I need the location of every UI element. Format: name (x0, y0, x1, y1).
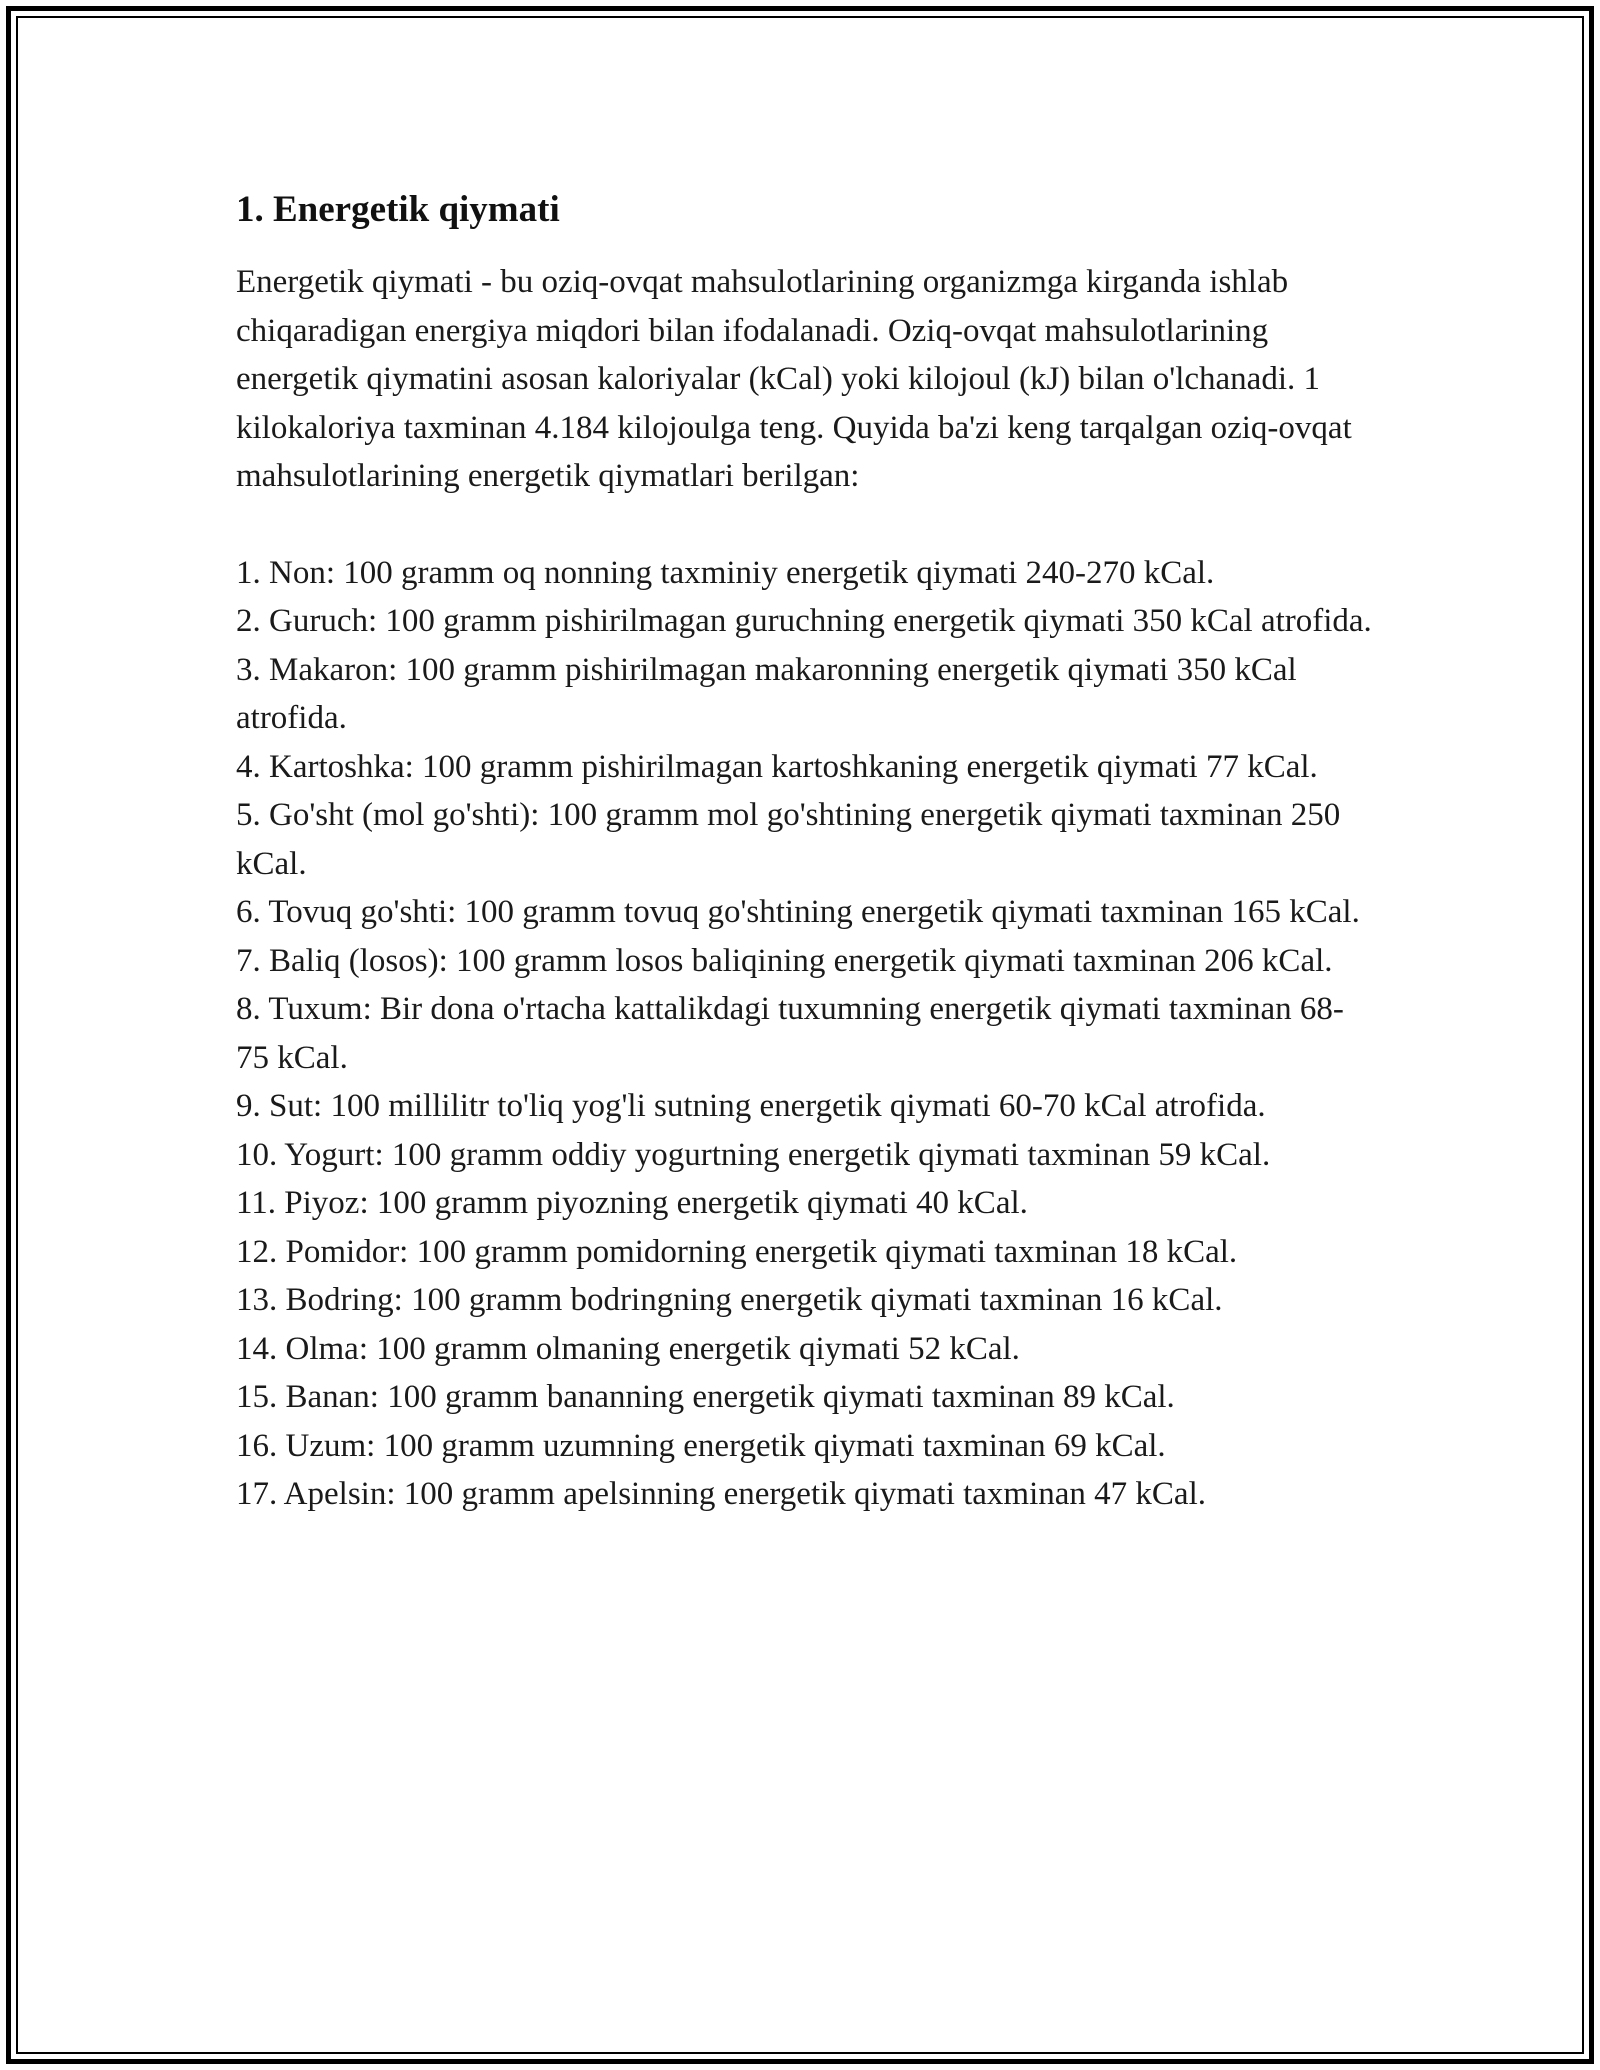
list-item: 1. Non: 100 gramm oq nonning taxminiy energetik qiymati 240-270 kCal. (236, 554, 1215, 591)
list-item: 10. Yogurt: 100 gramm oddiy yogurtning energetik qiymati taxminan 59 kCal. (236, 1136, 1271, 1173)
list-item: 12. Pomidor: 100 gramm pomidorning energetik qiymati taxminan 18 kCal. (236, 1233, 1238, 1270)
list-item: 15. Banan: 100 gramm bananning energetik qiymati taxminan 89 kCal. (236, 1379, 1175, 1415)
document-body (236, 186, 1376, 1519)
list-item: 16. Uzum: 100 gramm uzumning energetik qiymati taxminan 69 kCal. (236, 1427, 1166, 1464)
list-item: 3. Makaron: 100 gramm pishirilmagan makaronning energetik qiymati 350 kCal atrofida. (236, 651, 1297, 736)
list-item: 14. Olma: 100 gramm olmaning energetik qiymati 52 kCal. (236, 1330, 1020, 1367)
list-item: 5. Go'sht (mol go'shti): 100 gramm mol go'shtining energetik qiymati taxminan 250 kCal. (236, 797, 1341, 882)
list-item: 9. Sut: 100 millilitr to'liq yog'li sutning energetik qiymati 60-70 kCal atrofida. (236, 1088, 1266, 1124)
section-heading: 1. Energetik qiymati (236, 189, 560, 230)
list-item: 8. Tuxum: Bir dona o'rtacha kattalikdagi tuxumning energetik qiymati taxminan 68-75 kCal. (236, 991, 1344, 1076)
intro-paragraph: Energetik qiymati - bu oziq-ovqat mahsulotlarining organizmga kirganda ishlab chiqaradigan energiya miqdori bilan ifodalanadi. Oziq-ovqat mahsulotlarining energetik qiymatini asosan kaloriyalar (kCal) yoki kilojoul (kJ) bilan o'lchanadi. 1 kilokaloriya taxminan 4.184 kilojoulga teng. Quyida ba'zi keng tarqalgan oziq-ovqat mahsulotlarining energetik qiymatlari berilgan: (236, 264, 1352, 494)
list-item: 11. Piyoz: 100 gramm piyozning energetik qiymati 40 kCal. (236, 1185, 1028, 1221)
list-item: 13. Bodring: 100 gramm bodringning energetik qiymati taxminan 16 kCal. (236, 1282, 1223, 1318)
list-item: 6. Tovuq go'shti: 100 gramm tovuq go'shtining energetik qiymati taxminan 165 kCal. (236, 894, 1360, 930)
list-item: 7. Baliq (losos): 100 gramm losos baliqining energetik qiymati taxminan 206 kCal. (236, 942, 1333, 979)
list-item: 2. Guruch: 100 gramm pishirilmagan guruchning energetik qiymati 350 kCal atrofida. (236, 603, 1372, 639)
list-item: 17. Apelsin: 100 gramm apelsinning energetik qiymati taxminan 47 kCal. (236, 1476, 1206, 1512)
list-item: 4. Kartoshka: 100 gramm pishirilmagan kartoshkaning energetik qiymati 77 kCal. (236, 748, 1318, 785)
food-energy-list (236, 549, 1376, 1519)
